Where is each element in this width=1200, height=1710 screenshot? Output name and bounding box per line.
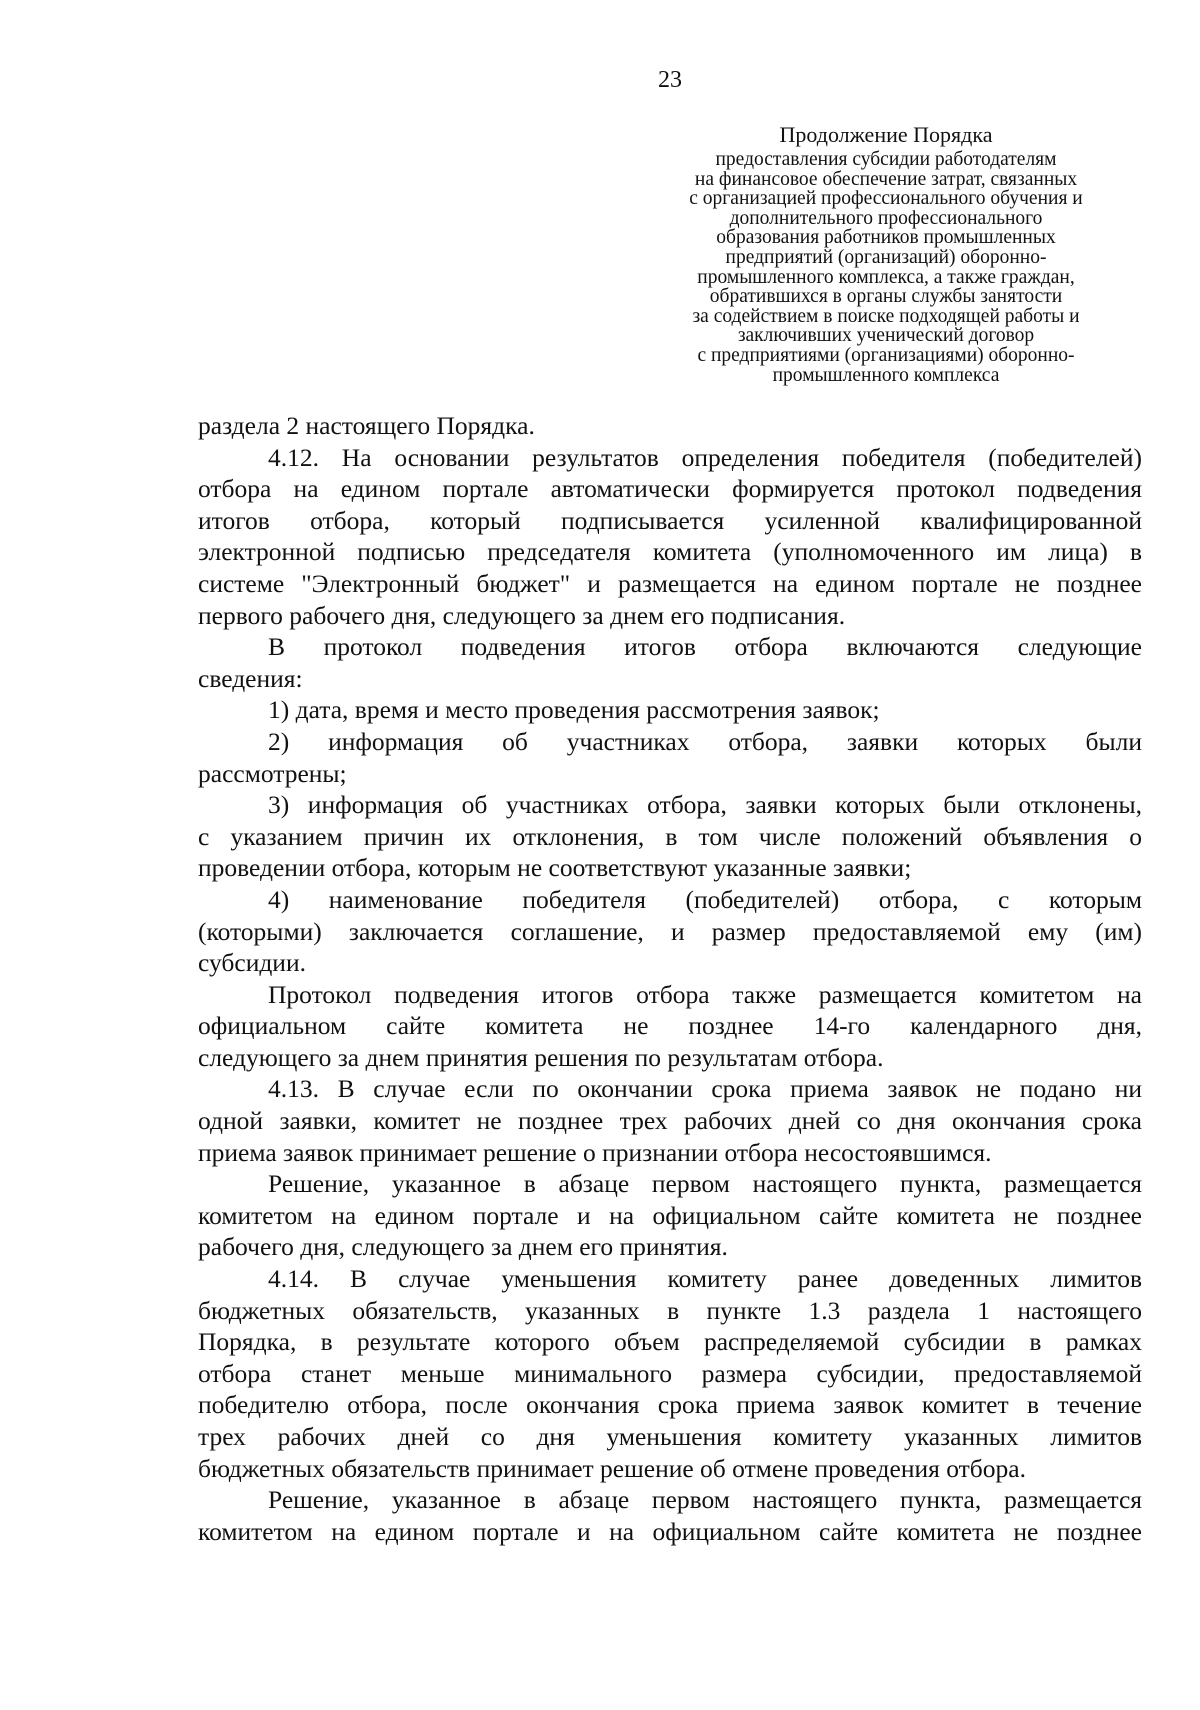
paragraph xyxy=(198,410,1142,442)
text-line: рабочего дня, следующего за днем его принятия. xyxy=(198,1232,728,1262)
header-line: с организацией профессионального обучения и xyxy=(689,188,1083,210)
text-line: сведения: xyxy=(198,663,303,693)
header-line: предприятий (организаций) оборонно- xyxy=(725,246,1047,268)
text-line: с указанием причин их отклонения, в том числе положений объявления о xyxy=(198,821,1142,851)
paragraph xyxy=(198,694,1142,726)
text-line: бюджетных обязательств, указанных в пункте 1.3 раздела 1 настоящего xyxy=(198,1295,1142,1325)
page-number: 23 xyxy=(658,67,682,93)
text-line: электронной подписью председателя комитета (уполномоченного им лица) в xyxy=(198,537,1142,567)
text-line: итогов отбора, который подписывается усиленной квалифицированной xyxy=(198,505,1142,535)
text-line: рассмотрены; xyxy=(198,758,347,788)
text-line: Решение, указанное в абзаце первом настоящего пункта, размещается xyxy=(268,1485,1142,1515)
text-line: Протокол подведения итогов отбора также размещается комитетом на xyxy=(268,979,1142,1009)
text-line: комитетом на едином портале и на официальном сайте комитета не позднее xyxy=(198,1200,1142,1230)
text-line: 4.12. На основании результатов определения победителя (победителей) xyxy=(268,442,1142,472)
text-line: субсидии. xyxy=(198,948,306,978)
header-line: промышленного комплекса xyxy=(772,364,1000,386)
text-line: приема заявок принимает решение о признании отбора несостоявшимся. xyxy=(198,1137,992,1167)
header-line: на финансовое обеспечение затрат, связанных xyxy=(694,168,1078,190)
text-line: комитетом на едином портале и на официальном сайте комитета не позднее xyxy=(198,1516,1142,1546)
text-line: проведении отбора, которым не соответствуют указанные заявки; xyxy=(198,853,912,883)
header-line: заключивших ученический договор xyxy=(737,325,1035,347)
paragraph xyxy=(198,442,1142,632)
header-line: дополнительного профессионального xyxy=(729,207,1043,229)
text-line: отбора станет меньше минимального размера субсидии, предоставляемой xyxy=(198,1358,1142,1388)
paragraph xyxy=(198,631,1142,694)
text-line: победителю отбора, после окончания срока приема заявок комитет в течение xyxy=(198,1390,1142,1420)
text-line: Решение, указанное в абзаце первом настоящего пункта, размещается xyxy=(268,1169,1142,1199)
text-line: бюджетных обязательств принимает решение об отмене проведения отбора. xyxy=(198,1453,1026,1483)
paragraph xyxy=(198,979,1142,1074)
text-line: раздела 2 настоящего Порядка. xyxy=(198,411,535,440)
text-line: 4.13. В случае если по окончании срока приема заявок не подано ни xyxy=(268,1074,1142,1104)
text-line: официальном сайте комитета не позднее 14-го календарного дня, xyxy=(198,1011,1142,1041)
header-line: за содействием в поиске подходящей работы и xyxy=(692,305,1080,327)
header-line: с предприятиями (организациями) оборонно- xyxy=(697,344,1075,366)
text-line: системе "Электронный бюджет" и размещается на едином портале не позднее xyxy=(198,568,1142,598)
text-line: следующего за днем принятия решения по результатам отбора. xyxy=(198,1042,884,1072)
header-title: Продолжение Порядка xyxy=(779,122,993,147)
text-line: (которыми) заключается соглашение, и размер предоставляемой ему (им) xyxy=(198,916,1142,946)
paragraph xyxy=(198,1073,1142,1168)
header-line: предоставления субсидии работодателям xyxy=(715,149,1057,170)
document-header xyxy=(652,122,1120,385)
paragraph xyxy=(198,884,1142,979)
text-line: В протокол подведения итогов отбора включаются следующие xyxy=(268,632,1142,662)
paragraph xyxy=(198,1263,1142,1484)
text-line: Порядка, в результате которого объем распределяемой субсидии в рамках xyxy=(198,1327,1142,1357)
text-line: отбора на едином портале автоматически формируется протокол подведения xyxy=(198,474,1142,504)
document-body xyxy=(198,410,1142,1547)
paragraph xyxy=(198,1168,1142,1263)
text-line: 1) дата, время и место проведения рассмотрения заявок; xyxy=(268,695,880,725)
text-line: 4.14. В случае уменьшения комитету ранее доведенных лимитов xyxy=(268,1264,1142,1294)
text-line: первого рабочего дня, следующего за днем его подписания. xyxy=(198,600,846,630)
header-line: промышленного комплекса, а также граждан, xyxy=(697,266,1075,288)
paragraph xyxy=(198,789,1142,884)
text-line: одной заявки, комитет не позднее трех рабочих дней со дня окончания срока xyxy=(198,1106,1142,1136)
text-line: 4) наименование победителя (победителей) отбора, с которым xyxy=(268,884,1142,914)
header-line: обратившихся в органы службы занятости xyxy=(709,286,1063,308)
paragraph xyxy=(198,726,1142,789)
header-lines xyxy=(652,150,1120,385)
text-line: трех рабочих дней со дня уменьшения комитету указанных лимитов xyxy=(198,1422,1142,1451)
text-line: 2) информация об участниках отбора, заявки которых были xyxy=(268,726,1142,756)
paragraph xyxy=(198,1484,1142,1547)
header-line: образования работников промышленных xyxy=(716,227,1056,249)
text-line: 3) информация об участниках отбора, заявки которых были отклонены, xyxy=(268,790,1142,820)
